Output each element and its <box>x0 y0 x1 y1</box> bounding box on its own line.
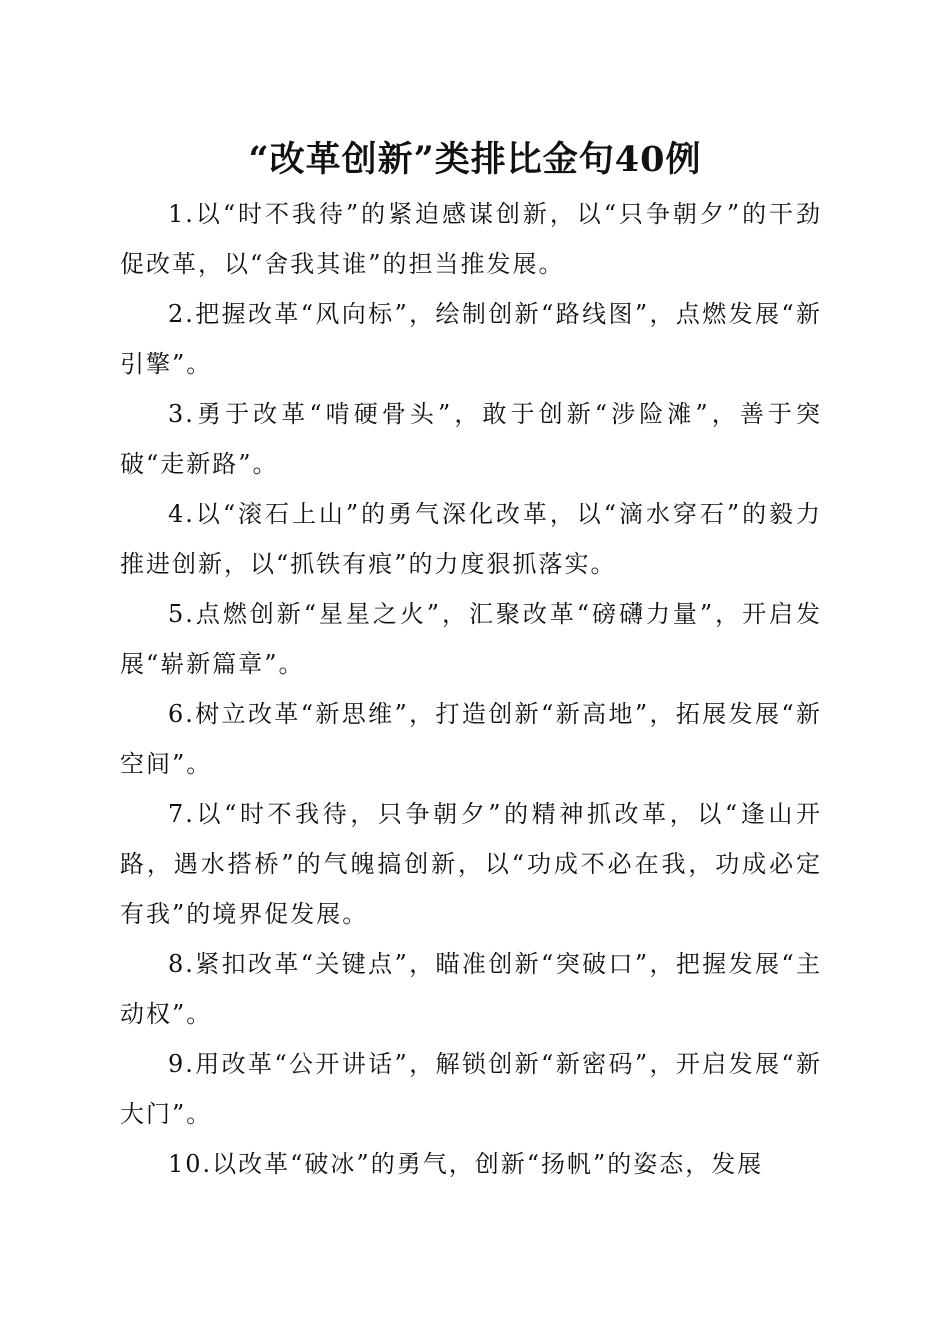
paragraph-10: 10.以改革“破冰”的勇气，创新“扬帆”的姿态，发展 <box>168 1150 764 1178</box>
paragraph-5: 5.点燃创新“星星之火”，汇聚改革“磅礴力量”，开启发展“崭新篇章”。 <box>120 600 822 678</box>
paragraph-9: 9.用改革“公开讲话”，解锁创新“新密码”，开启发展“新大门”。 <box>120 1050 822 1128</box>
paragraph-6: 6.树立改革“新思维”，打造创新“新高地”，拓展发展“新空间”。 <box>120 700 822 778</box>
document-title: “改革创新”类排比金句40例 <box>248 139 702 180</box>
document-body <box>120 189 822 1189</box>
paragraph-4: 4.以“滚石上山”的勇气深化改革，以“滴水穿石”的毅力推进创新，以“抓铁有痕”的力度狠抓落实。 <box>120 500 822 578</box>
paragraph-8: 8.紧扣改革“关键点”，瞄准创新“突破口”，把握发展“主动权”。 <box>120 950 822 1028</box>
paragraph-1: 1.以“时不我待”的紧迫感谋创新，以“只争朝夕”的干劲促改革，以“舍我其谁”的担当推发展。 <box>120 200 822 278</box>
paragraph-2: 2.把握改革“风向标”，绘制创新“路线图”，点燃发展“新引擎”。 <box>120 300 822 378</box>
paragraph-7: 7.以“时不我待，只争朝夕”的精神抓改革，以“逢山开路，遇水搭桥”的气魄搞创新，以“功成不必在我，功成必定有我”的境界促发展。 <box>120 800 822 928</box>
paragraph-3: 3.勇于改革“啃硬骨头”，敢于创新“涉险滩”，善于突破“走新路”。 <box>120 400 822 478</box>
